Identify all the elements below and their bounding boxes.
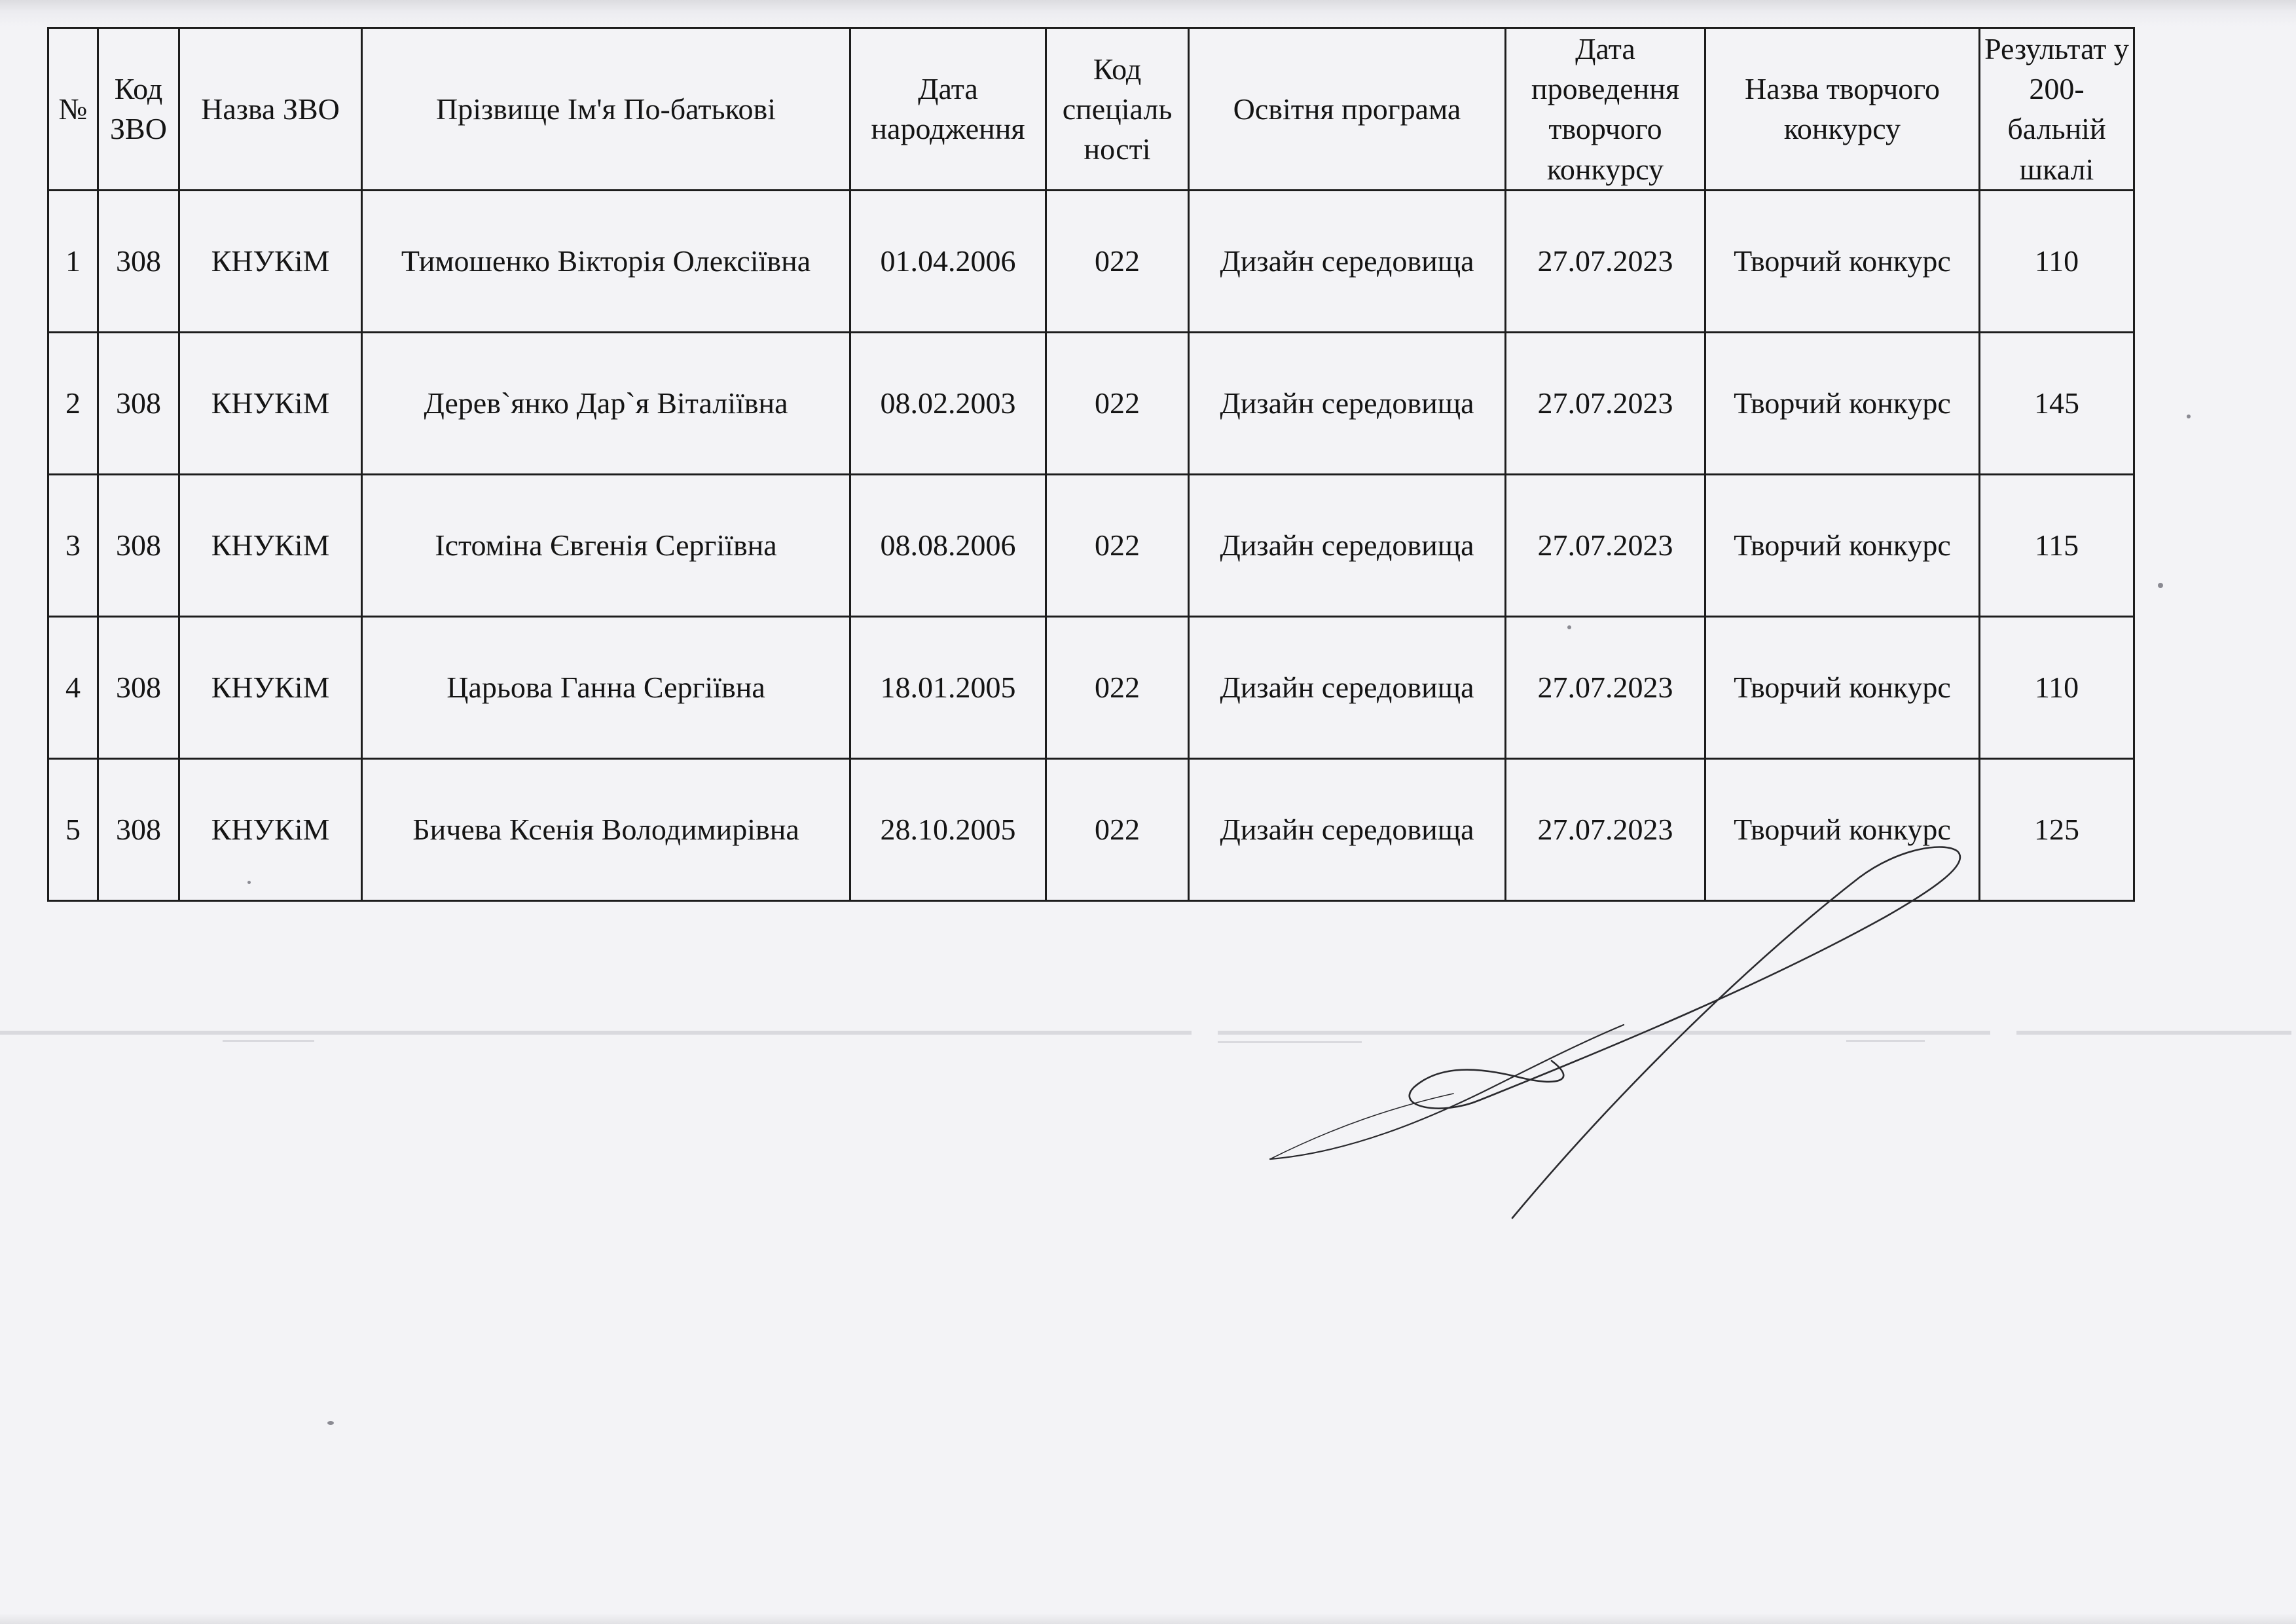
- cell-birth-date: 01.04.2006: [850, 190, 1046, 332]
- scan-top-edge: [0, 0, 2296, 26]
- cell-institution-code: 308: [98, 758, 179, 900]
- table-header-row: [48, 28, 2134, 191]
- cell-institution-code: 308: [98, 190, 179, 332]
- cell-institution-code: 308: [98, 616, 179, 758]
- cell-number: 4: [48, 616, 98, 758]
- cell-institution-name: КНУКіМ: [179, 332, 362, 474]
- signature-stroke-sweep: [1270, 1025, 1624, 1159]
- header-institution-name: Назва ЗВО: [179, 28, 362, 191]
- header-specialty-code: Код спеціаль ності: [1046, 28, 1189, 191]
- cell-number: 3: [48, 474, 98, 616]
- cell-institution-name: КНУКіМ: [179, 190, 362, 332]
- cell-birth-date: 08.08.2006: [850, 474, 1046, 616]
- cell-specialty-code: 022: [1046, 474, 1189, 616]
- cell-full-name: Істоміна Євгенія Сергіївна: [362, 474, 850, 616]
- cell-contest-date: 27.07.2023: [1506, 758, 1705, 900]
- cell-institution-name: КНУКіМ: [179, 758, 362, 900]
- cell-full-name: Бичева Ксенія Володимирівна: [362, 758, 850, 900]
- cell-contest-date: 27.07.2023: [1506, 616, 1705, 758]
- results-table: [47, 27, 2135, 902]
- cell-full-name: Тимошенко Вікторія Олексіївна: [362, 190, 850, 332]
- cell-specialty-code: 022: [1046, 332, 1189, 474]
- header-education-program: Освітня програма: [1189, 28, 1506, 191]
- cell-number: 1: [48, 190, 98, 332]
- table-row: [48, 332, 2134, 474]
- scan-speck: [2187, 415, 2191, 418]
- scan-speck: [327, 1421, 334, 1425]
- cell-birth-date: 18.01.2005: [850, 616, 1046, 758]
- table-row: [48, 190, 2134, 332]
- cell-specialty-code: 022: [1046, 190, 1189, 332]
- cell-specialty-code: 022: [1046, 616, 1189, 758]
- cell-education-program: Дизайн середовища: [1189, 190, 1506, 332]
- scan-speck: [1567, 625, 1571, 629]
- cell-contest-name: Творчий конкурс: [1705, 190, 1980, 332]
- cell-institution-code: 308: [98, 474, 179, 616]
- handwritten-signature: [1244, 825, 1977, 1244]
- cell-full-name: Царьова Ганна Сергіївна: [362, 616, 850, 758]
- cell-result: 115: [1980, 474, 2134, 616]
- header-full-name: Прізвище Ім'я По-батькові: [362, 28, 850, 191]
- cell-contest-name: Творчий конкурс: [1705, 332, 1980, 474]
- scan-speck: [247, 881, 251, 884]
- header-contest-date: Дата проведення творчого конкурсу: [1506, 28, 1705, 191]
- scan-speck: [2158, 583, 2163, 588]
- cell-education-program: Дизайн середовища: [1189, 474, 1506, 616]
- cell-number: 2: [48, 332, 98, 474]
- cell-contest-name: Творчий конкурс: [1705, 758, 1980, 900]
- cell-birth-date: 28.10.2005: [850, 758, 1046, 900]
- table-row: [48, 474, 2134, 616]
- cell-result: 110: [1980, 616, 2134, 758]
- header-birth-date: Дата народження: [850, 28, 1046, 191]
- signature-stroke-base: [1270, 1094, 1453, 1159]
- cell-institution-name: КНУКіМ: [179, 474, 362, 616]
- header-number: №: [48, 28, 98, 191]
- cell-contest-date: 27.07.2023: [1506, 474, 1705, 616]
- cell-education-program: Дизайн середовища: [1189, 758, 1506, 900]
- cell-specialty-code: 022: [1046, 758, 1189, 900]
- cell-contest-date: 27.07.2023: [1506, 190, 1705, 332]
- header-result: Результат у 200-бальній шкалі: [1980, 28, 2134, 191]
- cell-institution-code: 308: [98, 332, 179, 474]
- cell-contest-name: Творчий конкурс: [1705, 616, 1980, 758]
- table-row: [48, 616, 2134, 758]
- cell-result: 145: [1980, 332, 2134, 474]
- cell-number: 5: [48, 758, 98, 900]
- cell-result: 125: [1980, 758, 2134, 900]
- header-contest-name: Назва творчого конкурсу: [1705, 28, 1980, 191]
- signature-stroke-loop-upper: [1410, 847, 1960, 1218]
- cell-education-program: Дизайн середовища: [1189, 616, 1506, 758]
- cell-full-name: Дерев`янко Дар`я Віталіївна: [362, 332, 850, 474]
- cell-contest-date: 27.07.2023: [1506, 332, 1705, 474]
- cell-birth-date: 08.02.2003: [850, 332, 1046, 474]
- cell-institution-name: КНУКіМ: [179, 616, 362, 758]
- cell-contest-name: Творчий конкурс: [1705, 474, 1980, 616]
- scan-bottom-edge: [0, 1614, 2296, 1624]
- cell-result: 110: [1980, 190, 2134, 332]
- cell-education-program: Дизайн середовища: [1189, 332, 1506, 474]
- header-institution-code: Код ЗВО: [98, 28, 179, 191]
